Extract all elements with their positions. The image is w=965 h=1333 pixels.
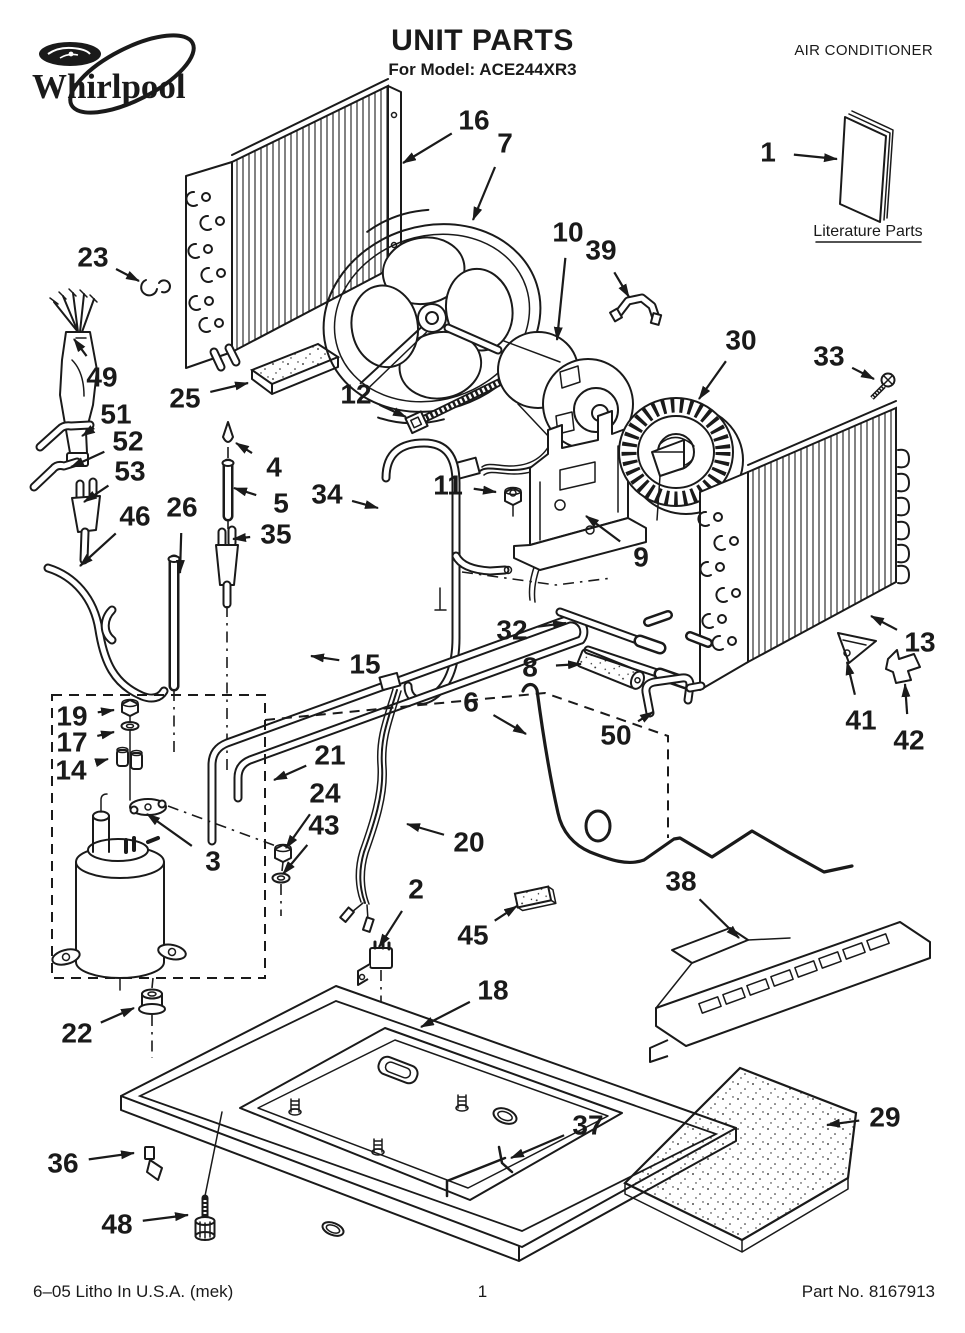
callout-number-19: 19 <box>56 700 88 732</box>
callout-number-52: 52 <box>112 425 144 457</box>
callout-number-25: 25 <box>169 382 201 414</box>
screw-33 <box>872 374 895 399</box>
callout-arrow-14 <box>96 759 108 763</box>
callout-arrow-41 <box>847 662 855 695</box>
callout-4 <box>236 443 282 483</box>
tube-26 <box>169 556 180 756</box>
page-title: UNIT PARTS <box>391 24 574 57</box>
footer-litho: 6–05 Litho In U.S.A. (mek) <box>33 1282 234 1301</box>
callout-number-14: 14 <box>55 754 87 786</box>
callout-50 <box>600 712 653 751</box>
callout-arrow-30 <box>699 361 726 399</box>
callout-number-10: 10 <box>552 216 584 248</box>
callout-arrow-16 <box>403 133 452 163</box>
callout-22 <box>61 1008 134 1049</box>
callout-arrow-13 <box>871 616 897 630</box>
callout-arrow-19 <box>98 710 114 712</box>
clip-36 <box>145 1147 162 1180</box>
callout-number-29: 29 <box>869 1101 901 1133</box>
callout-number-37: 37 <box>572 1109 604 1141</box>
callout-41 <box>845 662 876 736</box>
clip-50 <box>646 678 701 713</box>
callout-arrow-2 <box>379 911 402 947</box>
drain-cap <box>196 1112 223 1240</box>
callout-arrow-33 <box>852 368 874 379</box>
callout-15 <box>311 649 381 680</box>
adapter-35 <box>216 530 238 604</box>
callout-25 <box>169 383 248 414</box>
callout-arrow-45 <box>495 906 517 921</box>
callout-number-8: 8 <box>522 651 538 683</box>
callout-number-39: 39 <box>585 234 617 266</box>
foam-insulation <box>625 1068 856 1252</box>
callout-arrow-22 <box>101 1008 134 1023</box>
callout-arrow-34 <box>352 501 378 508</box>
callout-1 <box>760 137 837 168</box>
callout-number-11: 11 <box>433 469 463 501</box>
callout-number-18: 18 <box>477 974 509 1006</box>
callout-number-21: 21 <box>314 739 346 771</box>
callout-13 <box>871 616 936 658</box>
callout-14 <box>55 755 108 786</box>
literature-booklet <box>840 111 893 222</box>
callout-number-6: 6 <box>463 686 479 718</box>
callout-5 <box>234 488 289 519</box>
callout-number-7: 7 <box>497 127 513 159</box>
callout-35 <box>233 519 292 550</box>
callout-arrow-21 <box>274 766 306 780</box>
callout-arrow-23 <box>116 269 139 281</box>
callout-number-34: 34 <box>311 478 343 510</box>
mount-plate-3 <box>130 799 166 815</box>
callout-20 <box>407 824 485 858</box>
callout-30 <box>699 325 757 400</box>
callout-arrow-39 <box>614 272 629 297</box>
callout-number-1: 1 <box>760 136 776 168</box>
model-line: For Model: ACE244XR3 <box>388 60 577 79</box>
callout-arrow-20 <box>407 824 444 835</box>
callout-6 <box>463 687 526 735</box>
callout-45 <box>457 906 517 951</box>
callout-number-13: 13 <box>904 626 936 658</box>
callout-number-24: 24 <box>309 777 341 809</box>
callout-number-30: 30 <box>725 324 757 356</box>
foam-block <box>252 344 338 394</box>
callout-arrow-18 <box>421 1002 470 1027</box>
callout-arrow-11 <box>474 489 496 492</box>
tube-46 <box>48 568 164 698</box>
product-type-label: AIR CONDITIONER <box>794 42 933 59</box>
callout-number-49: 49 <box>86 361 118 393</box>
compressor <box>51 794 187 990</box>
callout-arrow-6 <box>493 715 526 734</box>
callout-number-4: 4 <box>266 451 282 483</box>
callout-number-38: 38 <box>665 865 697 897</box>
clip-23 <box>141 280 170 295</box>
callout-36 <box>47 1148 134 1179</box>
tube-52 <box>34 462 77 487</box>
drip-nib <box>223 422 233 442</box>
callout-16 <box>403 105 490 164</box>
callout-arrow-1 <box>794 155 837 159</box>
callout-arrow-7 <box>473 167 495 220</box>
callout-2 <box>379 874 424 948</box>
motor-mount-nut <box>505 488 521 517</box>
callout-33 <box>813 341 874 380</box>
callout-39 <box>585 235 629 298</box>
callout-48 <box>101 1209 188 1240</box>
callout-arrow-4 <box>236 443 252 453</box>
callout-arrow-17 <box>97 732 114 736</box>
air-diverter <box>650 922 930 1062</box>
callout-arrow-48 <box>143 1215 188 1221</box>
compressor-dashed-box <box>52 693 668 978</box>
compressor-mount-hardware <box>117 700 166 816</box>
callout-arrow-24 <box>286 814 310 848</box>
callout-number-2: 2 <box>408 873 424 905</box>
grommet-22 <box>139 978 165 1058</box>
callout-arrow-15 <box>311 656 339 660</box>
callout-arrow-5 <box>234 488 256 495</box>
footer-page-number: 1 <box>477 1282 488 1301</box>
capillary-tube-6 <box>523 684 852 872</box>
callout-number-32: 32 <box>496 614 528 646</box>
callout-number-35: 35 <box>260 518 292 550</box>
callout-number-22: 22 <box>61 1017 93 1049</box>
callout-number-20: 20 <box>453 826 485 858</box>
callout-8 <box>522 652 581 683</box>
callout-23 <box>77 242 139 282</box>
callout-34 <box>311 479 378 510</box>
callout-number-46: 46 <box>119 500 151 532</box>
callout-arrow-36 <box>89 1153 134 1159</box>
motor-wire-clip <box>610 298 661 325</box>
callout-arrow-25 <box>210 383 248 392</box>
callout-7 <box>473 128 513 221</box>
callout-17 <box>56 727 114 758</box>
callout-number-41: 41 <box>845 704 877 736</box>
callout-number-9: 9 <box>633 541 649 573</box>
svg-text:Literature Parts: Literature Parts <box>813 223 923 240</box>
callout-number-33: 33 <box>813 340 845 372</box>
callout-number-43: 43 <box>308 809 340 841</box>
callout-number-51: 51 <box>100 398 132 430</box>
callout-number-12: 12 <box>340 378 372 410</box>
callout-arrow-8 <box>556 664 581 665</box>
callout-number-50: 50 <box>600 719 632 751</box>
callout-number-26: 26 <box>166 491 198 523</box>
callout-number-16: 16 <box>458 104 490 136</box>
callout-number-15: 15 <box>349 648 381 680</box>
logo-wordmark: Whirlpool <box>32 67 186 106</box>
footer-part-number: Part No. 8167913 <box>801 1282 935 1301</box>
callout-number-5: 5 <box>273 487 289 519</box>
plate-45 <box>515 886 556 912</box>
callout-42 <box>893 684 924 756</box>
callout-number-42: 42 <box>893 724 925 756</box>
callout-number-53: 53 <box>114 455 146 487</box>
callout-arrow-10 <box>557 258 565 340</box>
bracket-41 <box>838 633 876 663</box>
callout-number-36: 36 <box>47 1147 79 1179</box>
nut-24-washer-43 <box>273 845 292 917</box>
callout-18 <box>421 975 509 1028</box>
callout-38 <box>665 866 739 939</box>
callout-number-45: 45 <box>457 919 489 951</box>
literature-parts-label <box>813 223 922 242</box>
tube-5 <box>223 460 234 516</box>
callout-number-17: 17 <box>56 726 88 758</box>
callout-number-48: 48 <box>101 1208 133 1240</box>
callout-arrow-26 <box>180 533 181 573</box>
callout-arrow-42 <box>905 684 907 714</box>
callout-number-23: 23 <box>77 241 109 273</box>
callout-number-3: 3 <box>205 845 221 877</box>
callout-10 <box>552 217 583 341</box>
